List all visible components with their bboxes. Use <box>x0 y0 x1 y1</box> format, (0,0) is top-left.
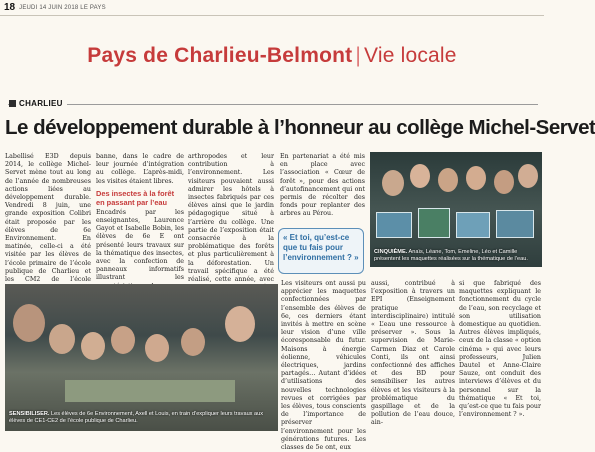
photo-figure <box>225 306 255 342</box>
column-mid-bottom-text: Les visiteurs ont aussi pu apprécier les maquettes confectionnées par l’ensemble des élèves de 6e, ces derniers étant invités à mettre en scène leur vision d’une ville écoresponsable du futur. Maisons à énergie éolienne, véhicules électriques, jardins partagés… Autant d’idées d’utilisations des nouvelles technologies revues et corrigées par les élèves, tous conscients de l’importance de préserver l’environnement pour les générations futures. Les classes de 5e ont, eux <box>281 280 366 452</box>
article-column-4-top <box>280 153 365 225</box>
photo-figure <box>81 332 105 360</box>
photo-model <box>456 212 490 238</box>
article-column-right-1 <box>371 280 455 432</box>
section-separator: | <box>355 44 361 67</box>
photo-figure <box>181 328 205 356</box>
photo-1-caption-label: SENSIBILISER. <box>9 411 50 417</box>
photo-table <box>65 380 235 402</box>
rubric <box>9 99 67 108</box>
photo-model <box>418 208 450 238</box>
photo-figure <box>145 334 169 362</box>
pull-quote-text: « Et toi, qu’est-ce que tu fais pour l’environnement ? » <box>283 233 359 262</box>
column-2-intro: banne, dans le cadre de leur journée d’intégration au collège. L’après-midi, les visites étaient libres. <box>96 153 184 185</box>
article-column-mid-bottom <box>281 280 366 452</box>
article-column-2 <box>96 153 184 281</box>
photo-figure <box>466 166 486 190</box>
column-right-1-text: aussi, contribué à l’exposition à travers un EPI (Enseignement pratique interdisciplinaire) intitulé « L’eau une ressource à préserver ». Sous la supervision de Marie-Carmen Diaz et Carole Conti, ils ont ainsi confectionné des affiches et des BD pour sensibiliser les autres élèves et les visiteurs à la problématique du gaspillage et de la pollution de l’eau douce, ain- <box>371 280 455 427</box>
photo-figure <box>382 170 404 196</box>
photo-figure <box>49 324 75 354</box>
subheading: Des insectes à la forêt en passant par l’eau <box>96 188 175 207</box>
section-subtitle: Vie locale <box>364 44 457 67</box>
photo-model <box>496 210 534 238</box>
column-4-text: En partenariat a été mis en place avec l’association « Cœur de forêt », pour des actions d’autofinancement qui ont permis de récolter des fonds pour replanter des arbres au Pérou. <box>280 153 365 218</box>
photo-figure <box>13 304 45 342</box>
rubric-label: CHARLIEU <box>19 99 63 108</box>
section-title <box>0 44 544 68</box>
photo-2-caption-text: Anaïs, Léane, Tom, Emeline, Léo et Camille présentent les maquettes réalisées sur la thématique de l’eau. <box>374 249 528 262</box>
running-header <box>0 0 544 16</box>
photo-figure <box>438 168 458 192</box>
photo-model <box>376 212 412 238</box>
article-headline: Le développement durable à l’honneur au collège Michel-Servet <box>5 116 595 139</box>
column-2-text: Encadrés par les enseignantes, Laurence Gayot et Isabelle Bobin, les élèves de 6e E ont présenté leurs travaux sur la thématique des insectes, avec la confection de panneaux informatifs illustrant les <box>96 208 184 282</box>
photo-figure <box>410 164 430 188</box>
photo-figure <box>111 326 135 354</box>
column-3-text: arthropodes et leur contribution à l’environnement. Les visiteurs pouvaient aussi admirer les hôtels à insectes fabriqués par ces élèves ainsi que le jardin pédagogique situé à l’arrière du collège. Une partie de l’exposition était consacrée à la problématique des forêts et plus particulièrement à la déforestation. Un travail spécifique a été réalisé, cette année, avec <box>188 153 274 284</box>
page-number: 18 <box>4 2 16 13</box>
photo-figure <box>518 164 538 188</box>
students-models-photo <box>370 152 542 267</box>
photo-1-caption <box>9 411 274 425</box>
rubric-rule <box>8 104 538 105</box>
rubric-square-icon <box>9 100 16 107</box>
section-name: Pays de Charlieu-Belmont <box>87 44 353 67</box>
pull-quote <box>278 228 364 274</box>
article-column-3 <box>188 153 274 284</box>
column-right-2-text: si que fabriqué des maquettes expliquant le fonctionnement du cycle de l’eau, son recyclage et son utilisation domestique au quotidien. Autres élèves impliqués, ceux de la classe « option cinéma » qui avec leurs professeurs, Julien Dautel et Anne-Claire Sauze, ont conduit des interviews d’élèves et du personnel sur la thématique « Et toi, qu’est-ce que tu fais pour l’environnement ? ». <box>459 280 541 419</box>
photo-2-caption-label: CINQUIÈME. <box>374 249 408 255</box>
photo-1-caption-text: Les élèves de 6e Environnement, Axell et Louis, en train d’expliquer leurs travaux aux élèves de CE1-CE2 de l’école publique de Charlieu. <box>9 411 264 424</box>
photo-figure <box>494 170 514 194</box>
article-column-1 <box>5 153 91 284</box>
students-exhibition-photo <box>5 284 278 431</box>
column-1-text: Labellisé E3D depuis 2014, le collège Michel-Servet mène tout au long de l’année de nombreuses actions liées au développement durable. Vendredi 8 juin, une grande exposition Colibri était proposée par les élèves de 6e Environnement. En matinée, celle-ci a été visitée par les élèves de l’école primaire de l’école publique de Charlieu et les CM2 de l’école <box>5 153 91 284</box>
date-line: JEUDI 14 JUIN 2018 LE PAYS <box>19 4 106 11</box>
article-column-right-2 <box>459 280 541 432</box>
photo-2-caption <box>374 249 540 263</box>
